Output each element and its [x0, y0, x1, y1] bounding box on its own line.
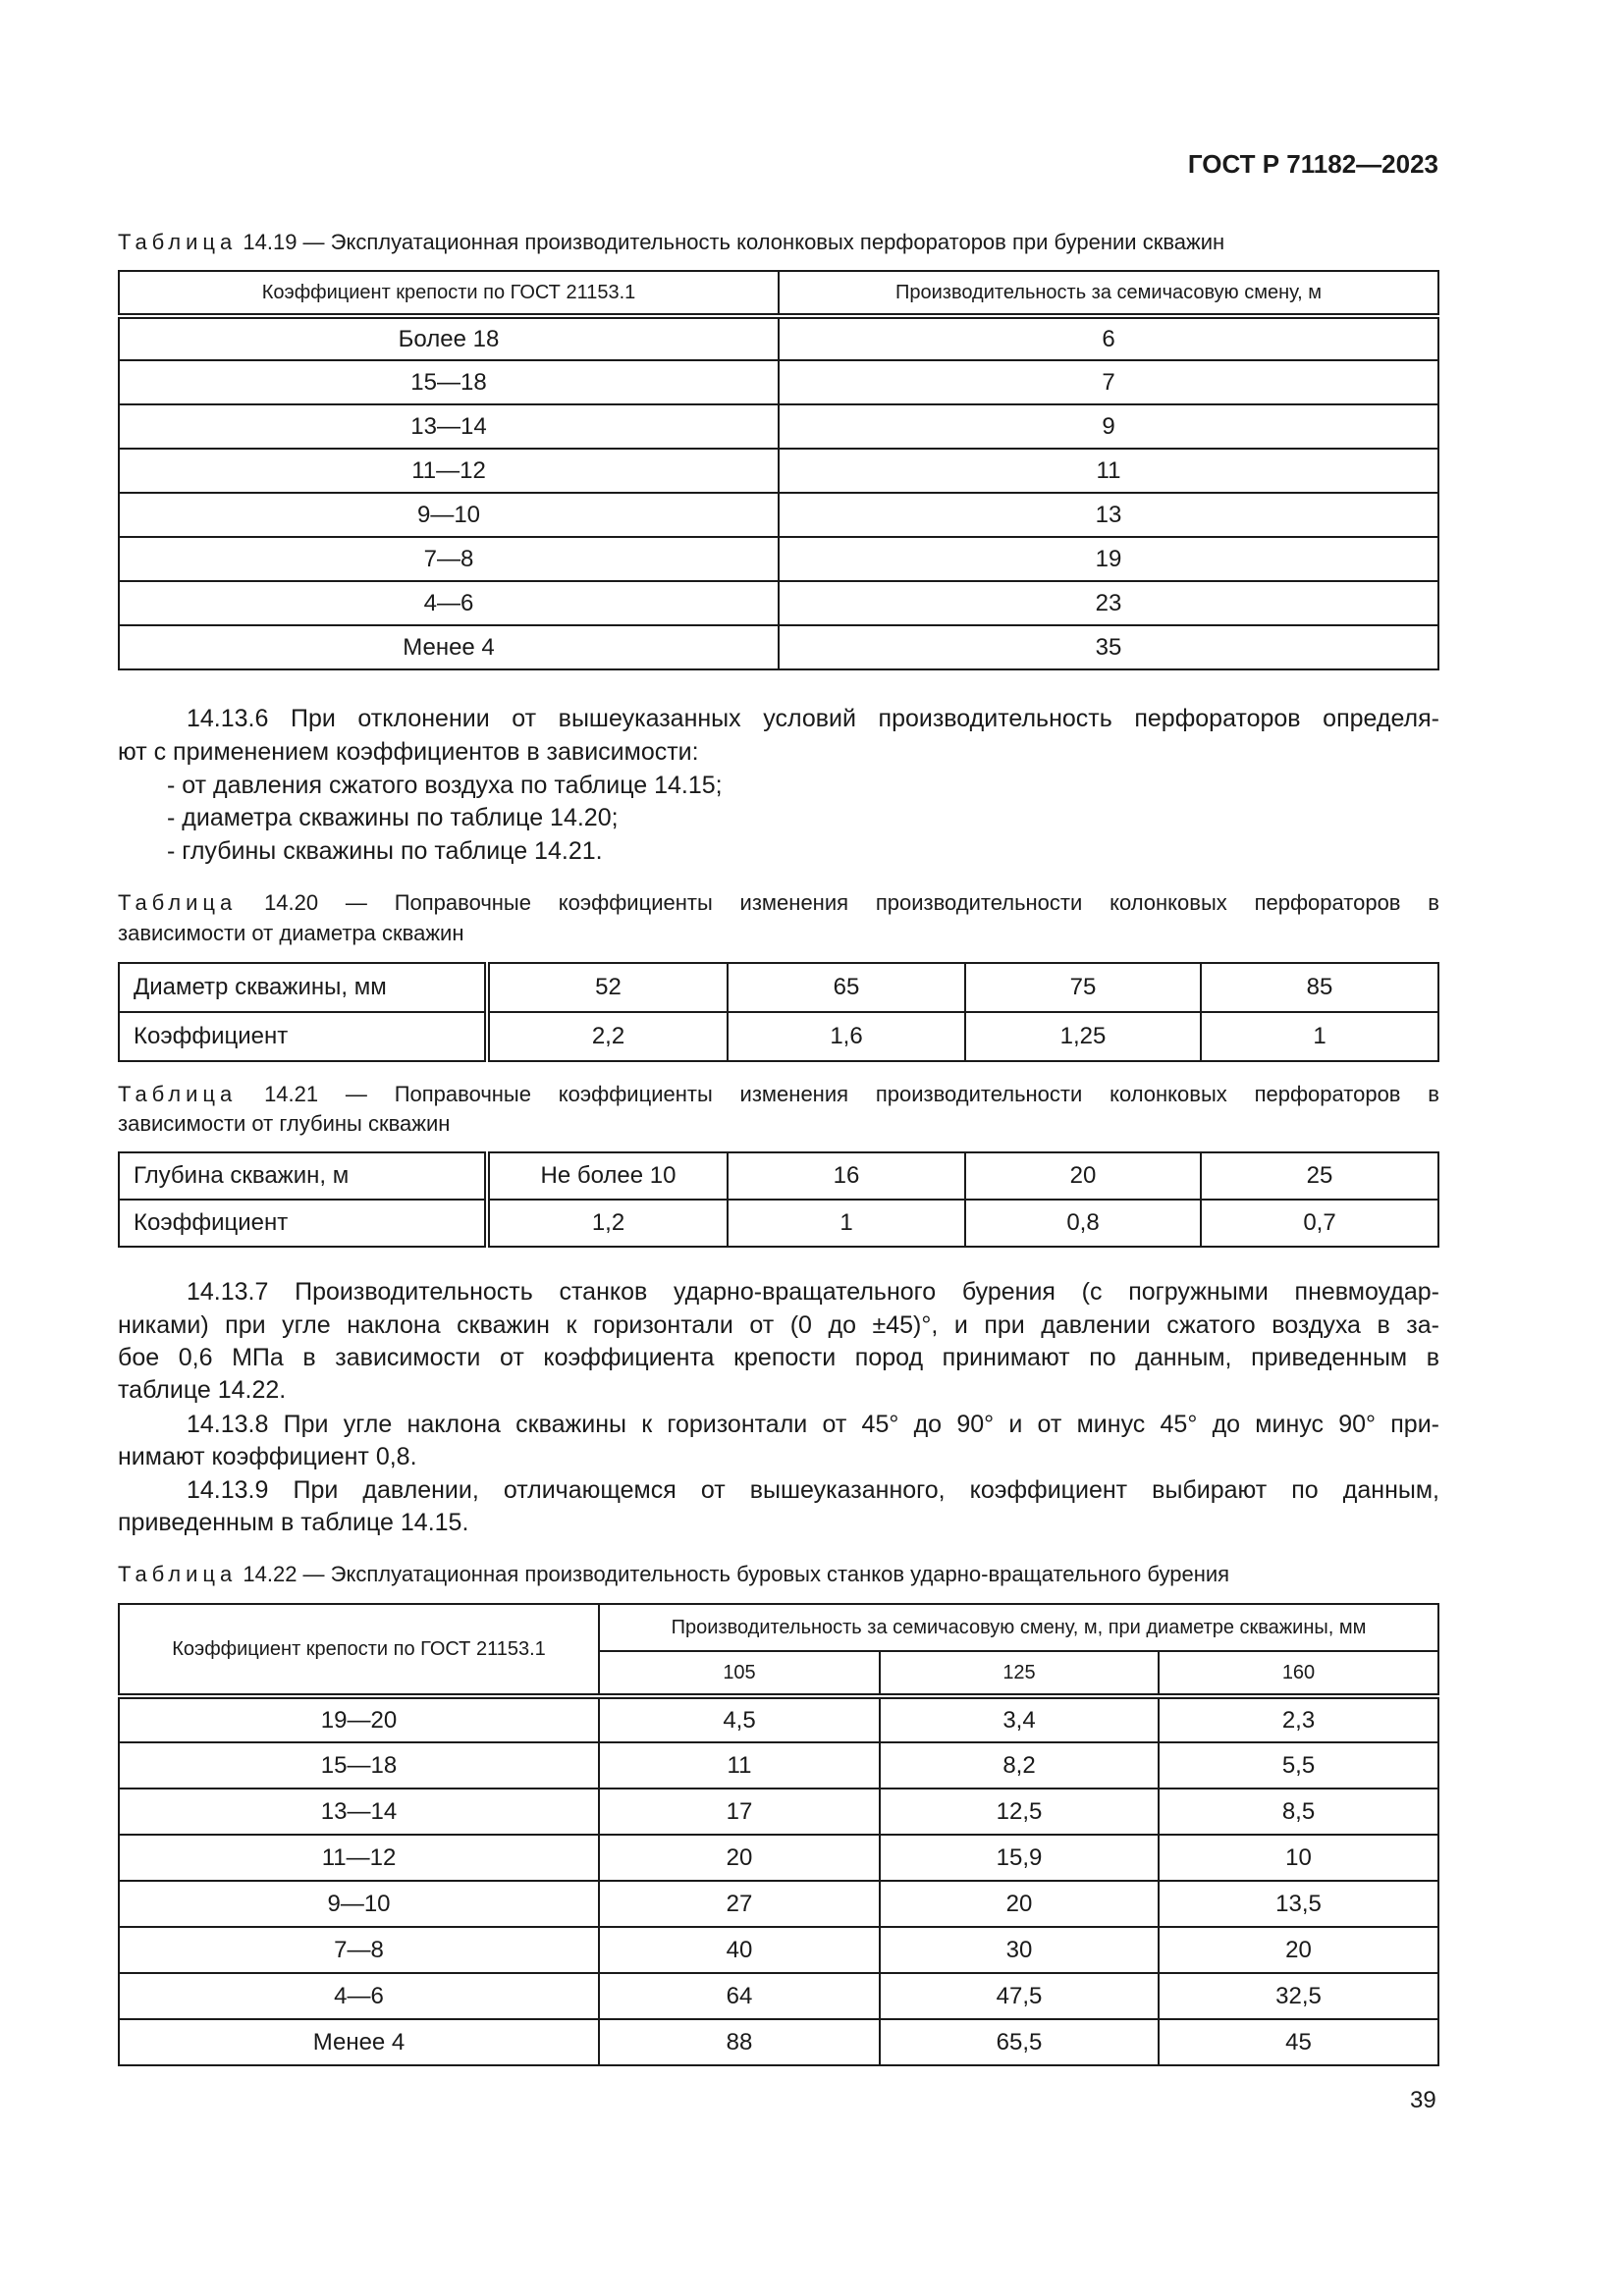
table-cell: 1,2: [487, 1200, 728, 1247]
table-cell: 10: [1159, 1835, 1438, 1881]
paragraph-14-13-7-line: никами) при угле наклона скважин к горизонтали от (0 до ±45)°, и при давлении сжатого воздуха в за-: [118, 1311, 1439, 1339]
table-cell: 4—6: [119, 1973, 599, 2019]
header-cell: Производительность за семичасовую смену, м: [779, 271, 1438, 316]
table-cell: 7: [779, 360, 1438, 404]
caption-text: 14.20 — Поправочные коэффициенты изменения производительности колонковых перфораторов в: [264, 890, 1439, 915]
table-row: [119, 1200, 1438, 1247]
paragraph-14-13-8-line: нимают коэффициент 0,8.: [118, 1443, 417, 1470]
table-cell: Глубина скважин, м: [119, 1152, 487, 1200]
table-cell: 20: [599, 1835, 880, 1881]
paragraph-14-13-7-line: таблице 14.22.: [118, 1376, 287, 1404]
paragraph-14-13-7-line: бое 0,6 МПа в зависимости от коэффициента крепости пород принимают по данным, приведенным в: [118, 1344, 1439, 1371]
table-cell: 85: [1201, 963, 1438, 1012]
table-cell: 8,5: [1159, 1789, 1438, 1835]
table-row: [119, 1973, 1438, 2019]
table-cell: 1: [1201, 1012, 1438, 1061]
table-row: [119, 404, 1438, 449]
table-14-22-caption: [118, 1559, 1439, 1590]
caption-word: Таблица: [118, 890, 238, 915]
table-cell: 65: [728, 963, 965, 1012]
header-cell: 160: [1159, 1651, 1438, 1696]
table-row: [119, 1696, 1438, 1742]
table-cell: 3,4: [880, 1696, 1159, 1742]
table-cell: 15—18: [119, 1742, 599, 1789]
table-14-19-caption: [118, 227, 1439, 258]
table-row: [119, 963, 1438, 1012]
table-cell: 16: [728, 1152, 965, 1200]
table-cell: 15,9: [880, 1835, 1159, 1881]
table-14-21-caption: [118, 1079, 1439, 1110]
caption-word: Таблица: [118, 1082, 238, 1106]
table-14-20-caption-line2: зависимости от диаметра скважин: [118, 921, 464, 945]
table-cell: 45: [1159, 2019, 1438, 2065]
table-cell: 40: [599, 1927, 880, 1973]
table-cell: 27: [599, 1881, 880, 1927]
table-cell: Более 18: [119, 316, 779, 360]
table-cell: 20: [880, 1881, 1159, 1927]
table-14-22: [118, 1603, 1439, 2066]
table-cell: 64: [599, 1973, 880, 2019]
table-cell: 4—6: [119, 581, 779, 625]
header-cell: Производительность за семичасовую смену, м, при диаметре скважины, мм: [599, 1604, 1438, 1651]
caption-word: Таблица: [118, 230, 238, 254]
table-cell: 17: [599, 1789, 880, 1835]
caption-text: 14.19 — Эксплуатационная производительность колонковых перфораторов при бурении скважин: [243, 230, 1225, 254]
table-cell: 11—12: [119, 1835, 599, 1881]
table-cell: 15—18: [119, 360, 779, 404]
header-cell: 125: [880, 1651, 1159, 1696]
paragraph-14-13-9-line: 14.13.9 При давлении, отличающемся от вышеуказанного, коэффициент выбирают по данным,: [187, 1476, 1439, 1504]
table-cell: 0,8: [965, 1200, 1201, 1247]
caption-text: 14.21 — Поправочные коэффициенты изменения производительности колонковых перфораторов в: [264, 1082, 1439, 1106]
table-header-row: [119, 1604, 1438, 1651]
paragraph-14-13-8-line: 14.13.8 При угле наклона скважины к горизонтали от 45° до 90° и от минус 45° до минус 90° при-: [187, 1411, 1439, 1438]
table-row: [119, 1789, 1438, 1835]
table-cell: Диаметр скважины, мм: [119, 963, 487, 1012]
caption-text: 14.22 — Эксплуатационная производительность буровых станков ударно-вращательного бурения: [243, 1562, 1230, 1586]
table-cell: 9—10: [119, 1881, 599, 1927]
table-cell: 9: [779, 404, 1438, 449]
table-cell: 88: [599, 2019, 880, 2065]
table-cell: 0,7: [1201, 1200, 1438, 1247]
table-cell: 52: [487, 963, 728, 1012]
paragraph-14-13-7-line: 14.13.7 Производительность станков ударно-вращательного бурения (с погружными пневмоудар-: [187, 1278, 1439, 1306]
table-cell: 7—8: [119, 537, 779, 581]
table-cell: 13—14: [119, 1789, 599, 1835]
table-cell: 9—10: [119, 493, 779, 537]
table-14-19: [118, 270, 1439, 670]
table-cell: 7—8: [119, 1927, 599, 1973]
table-cell: 32,5: [1159, 1973, 1438, 2019]
table-cell: 19—20: [119, 1696, 599, 1742]
list-item: - от давления сжатого воздуха по таблице 14.15;: [167, 772, 723, 799]
table-14-20-caption: [118, 887, 1439, 919]
table-row: [119, 581, 1438, 625]
table-cell: 12,5: [880, 1789, 1159, 1835]
table-cell: 20: [1159, 1927, 1438, 1973]
table-row: [119, 537, 1438, 581]
table-cell: 2,2: [487, 1012, 728, 1061]
table-cell: 8,2: [880, 1742, 1159, 1789]
table-cell: 75: [965, 963, 1201, 1012]
table-row: [119, 1927, 1438, 1973]
table-cell: 13,5: [1159, 1881, 1438, 1927]
table-cell: 35: [779, 625, 1438, 669]
table-row: [119, 1742, 1438, 1789]
table-cell: 1: [728, 1200, 965, 1247]
table-cell: Коэффициент: [119, 1012, 487, 1061]
table-cell: 13—14: [119, 404, 779, 449]
table-row: [119, 316, 1438, 360]
table-row: [119, 1152, 1438, 1200]
table-cell: 11: [779, 449, 1438, 493]
paragraph-14-13-6-line: ют с применением коэффициентов в зависимости:: [118, 738, 699, 766]
table-cell: 1,6: [728, 1012, 965, 1061]
table-cell: 23: [779, 581, 1438, 625]
page-number: 39: [1410, 2087, 1436, 2113]
table-cell: 20: [965, 1152, 1201, 1200]
table-row: [119, 493, 1438, 537]
table-cell: 1,25: [965, 1012, 1201, 1061]
table-row: [119, 1012, 1438, 1061]
table-row: [119, 2019, 1438, 2065]
list-item: - глубины скважины по таблице 14.21.: [167, 837, 603, 865]
table-header-row: [119, 271, 1438, 316]
table-row: [119, 360, 1438, 404]
table-cell: Менее 4: [119, 2019, 599, 2065]
table-cell: 11: [599, 1742, 880, 1789]
table-cell: 47,5: [880, 1973, 1159, 2019]
table-row: [119, 1835, 1438, 1881]
list-item: - диаметра скважины по таблице 14.20;: [167, 804, 619, 831]
table-cell: 30: [880, 1927, 1159, 1973]
table-14-21: [118, 1151, 1439, 1248]
table-cell: 4,5: [599, 1696, 880, 1742]
table-cell: Не более 10: [487, 1152, 728, 1200]
header-cell: Коэффициент крепости по ГОСТ 21153.1: [119, 271, 779, 316]
table-cell: 5,5: [1159, 1742, 1438, 1789]
table-cell: 11—12: [119, 449, 779, 493]
table-cell: 65,5: [880, 2019, 1159, 2065]
table-cell: 6: [779, 316, 1438, 360]
header-cell: 105: [599, 1651, 880, 1696]
header-cell: Коэффициент крепости по ГОСТ 21153.1: [119, 1604, 599, 1696]
paragraph-14-13-9-line: приведенным в таблице 14.15.: [118, 1509, 469, 1536]
table-row: [119, 625, 1438, 669]
table-cell: 25: [1201, 1152, 1438, 1200]
table-cell: 13: [779, 493, 1438, 537]
table-cell: Коэффициент: [119, 1200, 487, 1247]
document-id: ГОСТ Р 71182—2023: [1187, 149, 1438, 179]
paragraph-14-13-6-line: 14.13.6 При отклонении от вышеуказанных условий производительность перфораторов определя-: [187, 705, 1439, 732]
table-14-20: [118, 962, 1439, 1062]
table-row: [119, 449, 1438, 493]
table-14-21-caption-line2: зависимости от глубины скважин: [118, 1111, 451, 1136]
table-cell: 19: [779, 537, 1438, 581]
table-cell: Менее 4: [119, 625, 779, 669]
table-cell: 2,3: [1159, 1696, 1438, 1742]
caption-word: Таблица: [118, 1562, 238, 1586]
table-row: [119, 1881, 1438, 1927]
